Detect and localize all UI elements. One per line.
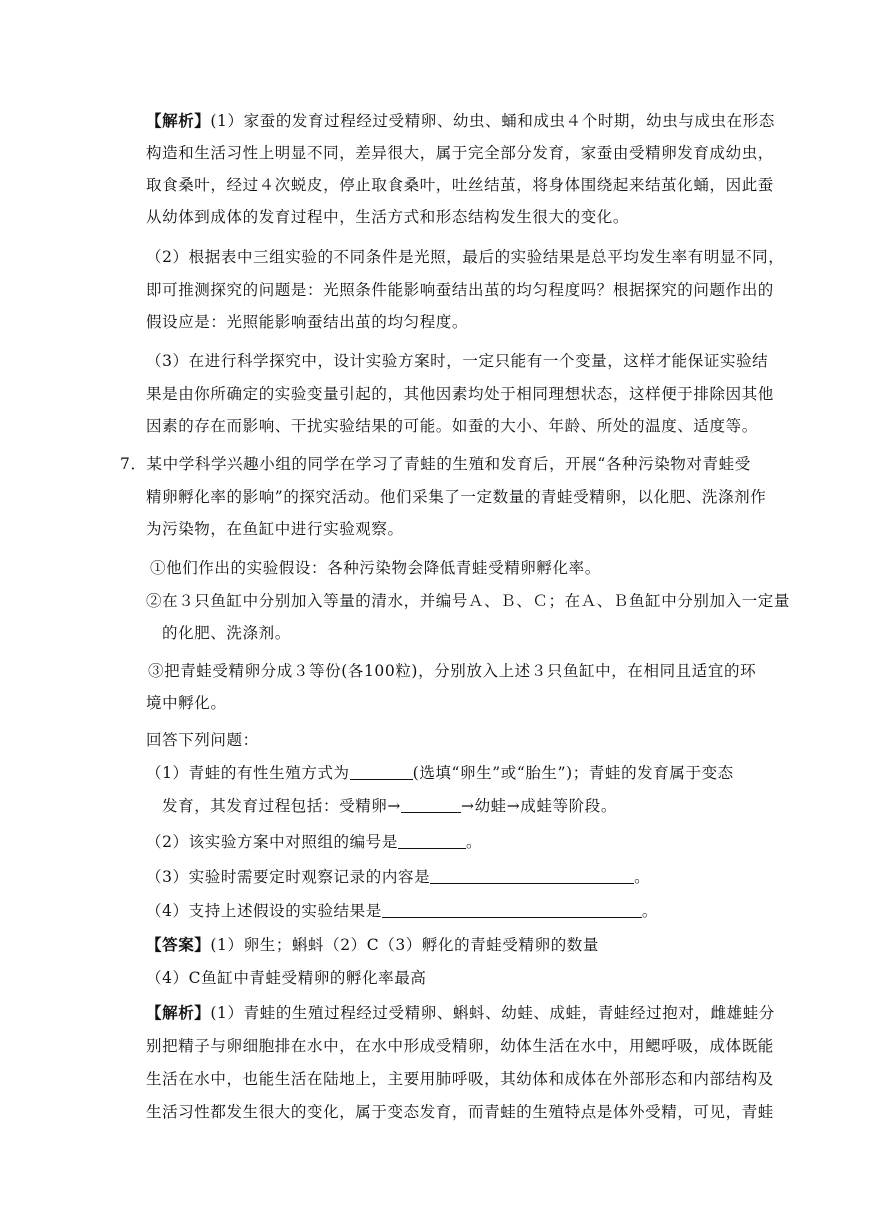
subquestion-text: （4）支持上述假设的实验结果是 [146,902,382,920]
analysis-line: 别把精子与卵细胞排在水中，在水中形成受精卵，幼体生活在水中，用鳃呼吸，成体既能 [146,1037,774,1055]
answer-text: (1）卵生；蝌蚪（2）C（3）孵化的青蛙受精卵的数量 [210,936,599,954]
subquestion-text: （1）青蛙的有性生殖方式为 [146,764,350,782]
analysis-line: 生活习性都发生很大的变化，属于变态发育，而青蛙的生殖特点是体外受精，可见，青蛙 [146,1103,774,1121]
subquestion-3 [146,866,650,888]
step-2: ②在３只鱼缸中分别加入等量的清水，并编号Ａ、Ｂ、Ｃ；在Ａ、Ｂ鱼缸中分别加入一定量 [146,592,791,610]
analysis-line: 即可推测探究的问题是：光照条件能影响蚕结出茧的均匀程度吗？根据探究的问题作出的 [146,281,774,299]
subquestion-2 [146,831,482,853]
subquestion-text: 。 [465,833,483,851]
analysis-line: 生活在水中，也能生活在陆地上，主要用肺呼吸，其幼体和成体在外部形态和内部结构及 [146,1070,774,1088]
subquestion-text: 发育，其发育过程包括：受精卵→ [162,797,401,815]
analysis-line: 构造和生活习性上明显不同，差异很大，属于完全部分发育，家蚕由受精卵发育成幼虫， [146,144,774,162]
answer-blank-1[interactable] [350,763,413,780]
analysis-line [146,110,775,132]
subquestion-text: （2）该实验方案中对照组的编号是 [146,833,398,851]
question-7-line: 为污染物，在鱼缸中进行实验观察。 [146,520,404,538]
analysis-line: 假设应是：光照能影响蚕结出茧的均匀程度。 [146,313,469,331]
question-7-line: 精卵孵化率的影响”的探究活动。他们采集了一定数量的青蛙受精卵，以化肥、洗涤剂作 [146,488,767,506]
answer-blank-2[interactable] [401,796,461,813]
analysis-line: 从幼体到成体的发育过程中，生活方式和形态结构发生很大的变化。 [146,208,630,226]
analysis-text: (1）家蚕的发育过程经过受精卵、幼虫、蛹和成虫４个时期，幼虫与成虫在形态 [210,112,775,130]
analysis-line: 果是由你所确定的实验变量引起的，其他因素均处于相同理想状态，这样便于排除因其他 [146,385,774,403]
subquestion-text: (选填“卵生”或“胎生”)；青蛙的发育属于变态 [412,764,734,782]
step-3: ③把青蛙受精卵分成３等份(各100粒)，分别放入上述３只鱼缸中，在相同且适宜的环 [148,662,757,680]
question-7-line: 7．某中学科学兴趣小组的同学在学习了青蛙的生殖和发育后，开展“各种污染物对青蛙受 [120,455,751,473]
analysis-line: （3）在进行科学探究中，设计实验方案时，一定只能有一个变量，这样才能保证实验结 [146,352,769,370]
subquestion-text: （3）实验时需要定时观察记录的内容是 [146,868,431,886]
subquestion-text: 。 [641,902,658,920]
answer-blank-5[interactable] [382,901,642,918]
prompt-text: 回答下列问题： [146,731,259,749]
subquestion-1-cont [162,795,617,817]
analysis-line: 取食桑叶，经过４次蜕皮，停止取食桑叶，吐丝结茧，将身体围绕起来结茧化蛹，因此蚕 [146,176,774,194]
answer-line [146,934,599,956]
answer-blank-4[interactable] [430,867,634,884]
analysis-line: 因素的存在而影响、干扰实验结果的可能。如蚕的大小、年龄、所处的温度、适度等。 [146,417,758,435]
subquestion-4 [146,900,658,922]
answer-label: 【答案】 [146,935,211,954]
analysis-label: 【解析】 [146,1003,211,1022]
analysis-label: 【解析】 [146,111,211,130]
answer-blank-3[interactable] [398,832,466,849]
subquestion-text: 。 [634,868,651,886]
step-3-cont: 境中孵化。 [146,694,227,712]
subquestion-1 [146,762,734,784]
analysis-line [146,1002,775,1024]
step-1: ①他们作出的实验假设：各种污染物会降低青蛙受精卵孵化率。 [150,559,601,577]
analysis-text: (1）青蛙的生殖过程经过受精卵、蝌蚪、幼蛙、成蛙，青蛙经过抱对，雌雄蛙分 [210,1004,775,1022]
answer-line: （4）C鱼缸中青蛙受精卵的孵化率最高 [146,969,427,987]
step-2-cont: 的化肥、洗涤剂。 [162,624,291,642]
analysis-line: （2）根据表中三组实验的不同条件是光照，最后的实验结果是总平均发生率有明显不同， [146,248,785,266]
subquestion-text: →幼蛙→成蛙等阶段。 [461,797,617,815]
